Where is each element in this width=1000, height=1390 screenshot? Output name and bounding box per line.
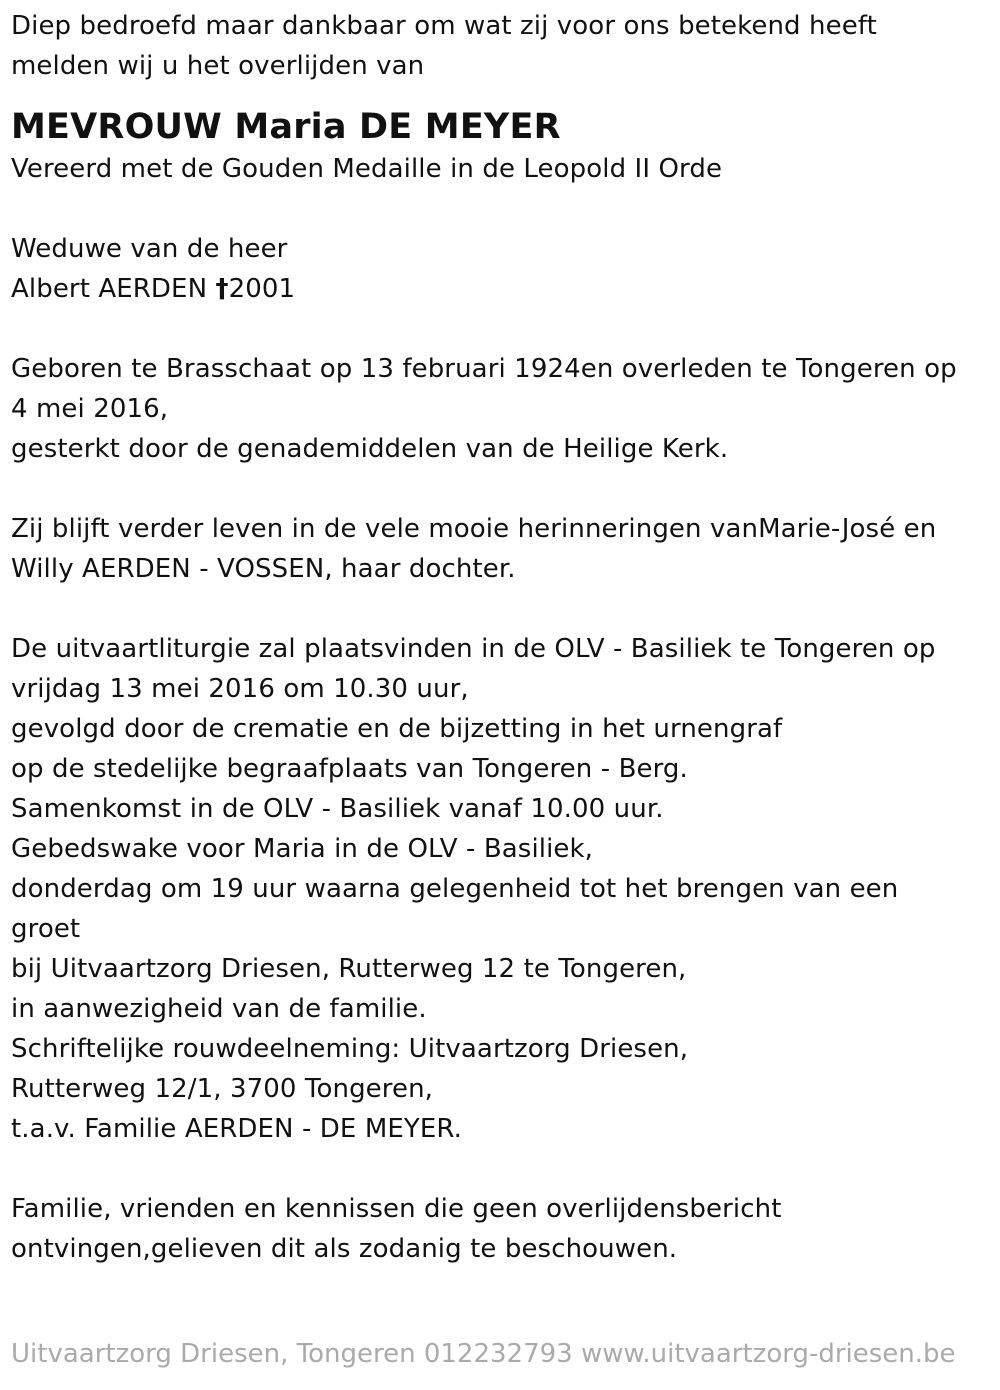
cross-icon: † — [215, 274, 229, 304]
honor-text: Vereerd met de Gouden Medaille in de Leopold II Orde — [11, 154, 723, 184]
ceremony-line: Schriftelijke rouwdeelneming: Uitvaartzorg Driesen, — [11, 1034, 689, 1064]
obituary-notice — [11, 6, 986, 1269]
birth-line: 4 mei 2016, — [11, 394, 169, 424]
birth-paragraph — [11, 349, 986, 469]
widow-line: Weduwe van de heer — [11, 234, 288, 264]
memories-line: Zij blijft verder leven in de vele mooie herinneringen vanMarie-José en — [11, 514, 937, 544]
ceremony-line: vrijdag 13 mei 2016 om 10.30 uur, — [11, 674, 469, 704]
memories-paragraph — [11, 509, 986, 589]
memories-line: Willy AERDEN - VOSSEN, haar dochter. — [11, 554, 516, 584]
birth-line: gesterkt door de genademiddelen van de Heilige Kerk. — [11, 434, 729, 464]
ceremony-line: Rutterweg 12/1, 3700 Tongeren, — [11, 1074, 434, 1104]
spouse-name: Albert AERDEN — [11, 274, 216, 304]
ceremony-line: op de stedelijke begraafplaats van Tongeren - Berg. — [11, 754, 688, 784]
ceremony-line: De uitvaartliturgie zal plaatsvinden in de OLV - Basiliek te Tongeren op — [11, 634, 936, 664]
intro-text — [11, 6, 986, 86]
birth-line: Geboren te Brasschaat op 13 februari 1924en overleden te Tongeren op — [11, 354, 957, 384]
ceremony-paragraph — [11, 629, 986, 1149]
deceased-name: MEVROUW Maria DE MEYER — [11, 107, 561, 147]
closing-paragraph — [11, 1189, 986, 1269]
intro-line: melden wij u het overlijden van — [11, 51, 425, 81]
ceremony-line: groet — [11, 914, 81, 944]
closing-line: ontvingen,gelieven dit als zodanig te beschouwen. — [11, 1234, 678, 1264]
intro-line: Diep bedroefd maar dankbaar om wat zij voor ons betekend heeft — [11, 11, 877, 41]
ceremony-line: bij Uitvaartzorg Driesen, Rutterweg 12 te Tongeren, — [11, 954, 687, 984]
funeral-home-footer: Uitvaartzorg Driesen, Tongeren 012232793 www.uitvaartzorg-driesen.be — [11, 1339, 956, 1369]
ceremony-line: Samenkomst in de OLV - Basiliek vanaf 10.00 uur. — [11, 794, 664, 824]
ceremony-line: t.a.v. Familie AERDEN - DE MEYER. — [11, 1114, 462, 1144]
spouse-line — [11, 269, 986, 309]
closing-line: Familie, vrienden en kennissen die geen overlijdensbericht — [11, 1194, 782, 1224]
ceremony-line: donderdag om 19 uur waarna gelegenheid tot het brengen van een — [11, 874, 899, 904]
ceremony-line: in aanwezigheid van de familie. — [11, 994, 427, 1024]
ceremony-line: Gebedswake voor Maria in de OLV - Basiliek, — [11, 834, 594, 864]
spouse-death-year: 2001 — [228, 274, 296, 304]
ceremony-line: gevolgd door de crematie en de bijzetting in het urnengraf — [11, 714, 783, 744]
